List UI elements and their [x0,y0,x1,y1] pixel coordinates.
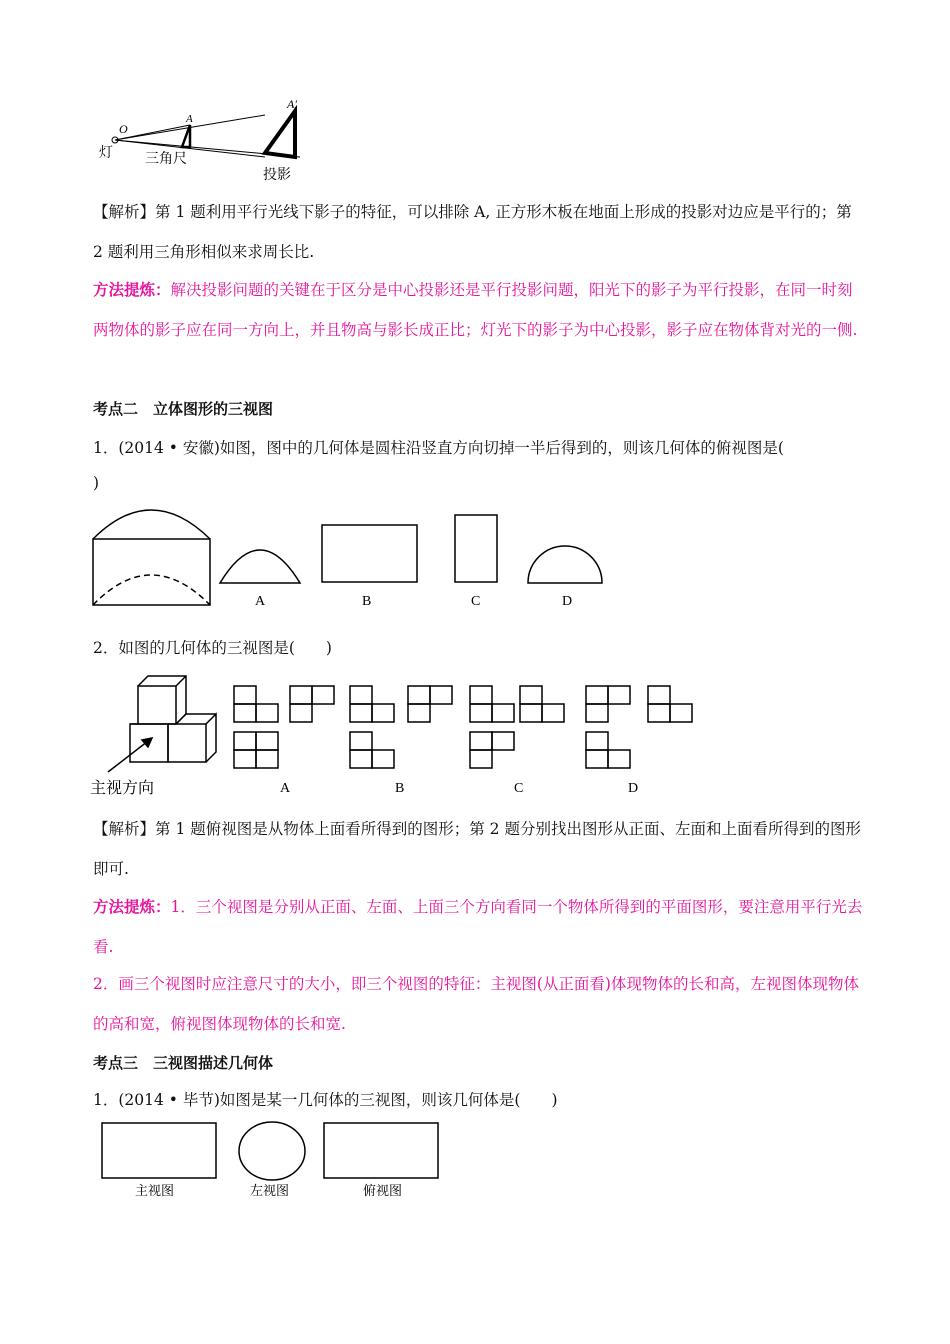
method-prefix: 方法提炼： [93,280,171,299]
projection-figure [95,95,325,185]
label-lamp: 灯 [99,146,113,161]
q1-option-b: B [362,594,372,609]
q3-label-front: 主视图 [135,1183,175,1198]
q2-option-c: C [514,781,524,796]
q2-option-a: A [280,781,291,796]
method-1 [93,270,863,350]
label-a: A [186,113,193,125]
q1-option-a: A [255,594,266,609]
q1-line-2: ) [93,474,100,492]
q3-text: 1．(2014 • 毕节)如图是某一几何体的三视图，则该几何体是( ) [93,1091,558,1109]
section-2-title: 考点二 立体图形的三视图 [93,400,274,418]
label-a-prime: A′ [287,97,297,111]
analysis-2-prefix: 【解析】 [93,820,156,838]
method-2 [93,887,863,967]
analysis-2 [93,809,863,889]
q2-caption: 主视方向 [90,780,155,797]
q1-option-c: C [471,594,481,609]
analysis-prefix: 【解析】 [93,203,156,221]
label-o: O [119,122,128,136]
method-2-text-1: 1．三个视图是分别从正面、左面、上面三个方向看同一个物体所得到的平面图形，要注意用平行光去看. [93,898,863,956]
q2-option-b: B [395,781,405,796]
q2-text: 2．如图的几何体的三视图是( ) [93,639,332,657]
label-ruler: 三角尺 [145,152,187,167]
q1-option-d: D [562,594,573,609]
q2-option-d: D [628,781,639,796]
q1-line-1: 1．(2014 • 安徽)如图，图中的几何体是圆柱沿竖直方向切掉一半后得到的，则该几何体的俯视图是( [93,439,784,457]
method-2-point-2: 2．画三个视图时应注意尺寸的大小，即三个视图的特征：主视图(从正面看)体现物体的长和高，左视图体现物体的高和宽，俯视图体现物体的长和宽. [93,975,859,1033]
method-2-prefix: 方法提炼： [93,897,171,916]
analysis-text: 第 1 题利用平行光线下影子的特征，可以排除 A, 正方形木板在地面上形成的投影对边应是平行的；第 2 题利用三角形相似来求周长比. [93,203,852,261]
section-3-title: 考点三 三视图描述几何体 [93,1054,274,1072]
label-projection: 投影 [263,168,291,183]
method-text: 解决投影问题的关键在于区分是中心投影还是平行投影问题，阳光下的影子为平行投影，在同一时刻两物体的影子应在同一方向上，并且物高与影长成正比；灯光下的影子为中心投影，影子应在物体背对光的一侧. [93,281,858,339]
analysis-2-text: 第 1 题俯视图是从物体上面看所得到的图形；第 2 题分别找出图形从正面、左面和上面看所得到的图形即可. [93,820,861,878]
q1-figure [90,505,610,615]
q3-label-top: 俯视图 [363,1183,403,1198]
q2-figure [90,668,710,800]
q3-label-left: 左视图 [250,1183,290,1198]
q3-figure [95,1115,455,1205]
analysis-1 [93,192,863,272]
